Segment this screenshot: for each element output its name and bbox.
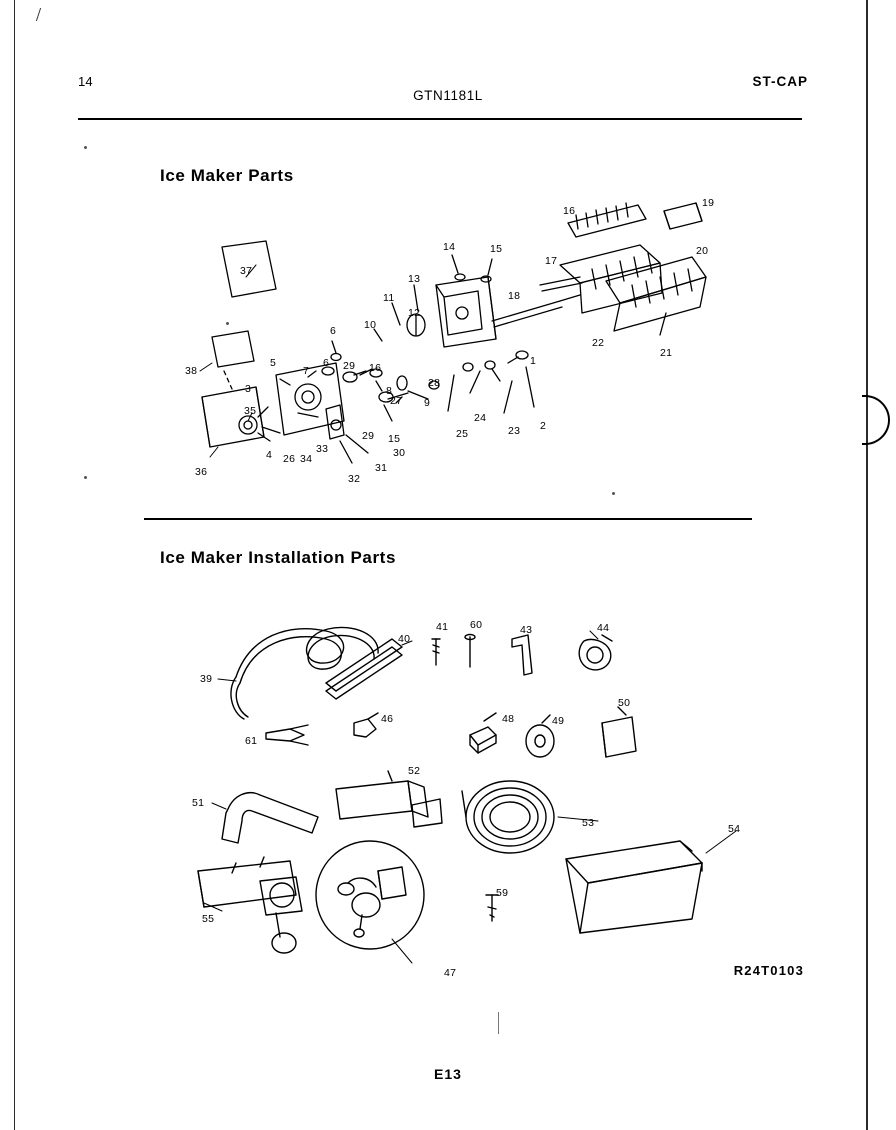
part-callout-51: 51 — [192, 797, 205, 809]
part-callout-38: 38 — [185, 365, 198, 377]
part-callout-3: 3 — [245, 383, 252, 395]
corner-fold-mark — [36, 8, 50, 22]
part-callout-16: 16 — [563, 205, 576, 217]
part-callout-16: 16 — [369, 362, 382, 374]
part-callout-14: 14 — [443, 241, 456, 253]
scan-speck — [84, 146, 87, 149]
part-callout-9: 9 — [424, 397, 431, 409]
part-callout-6: 6 — [330, 325, 337, 337]
part-callout-44: 44 — [597, 622, 610, 634]
part-callout-2: 2 — [540, 420, 547, 432]
part-callout-12: 12 — [408, 307, 421, 319]
part-callout-41: 41 — [436, 621, 449, 633]
part-callout-43: 43 — [520, 624, 533, 636]
page-edge-right — [866, 0, 868, 1130]
part-callout-37: 37 — [240, 265, 253, 277]
figure-ice-maker-parts — [140, 185, 780, 495]
part-callout-25: 25 — [456, 428, 469, 440]
section-title-ice-maker-parts: Ice Maker Parts — [160, 166, 294, 185]
part-callout-22: 22 — [592, 337, 605, 349]
part-callout-27: 27 — [390, 395, 403, 407]
part-callout-7: 7 — [303, 365, 310, 377]
part-callout-32: 32 — [348, 473, 361, 485]
part-callout-15: 15 — [388, 433, 401, 445]
part-callout-31: 31 — [375, 462, 388, 474]
part-callout-10: 10 — [364, 319, 377, 331]
figure-ice-maker-installation-parts — [140, 595, 800, 985]
part-callout-46: 46 — [381, 713, 394, 725]
part-callout-5: 5 — [270, 357, 277, 369]
part-callout-39: 39 — [200, 673, 213, 685]
part-callout-8: 8 — [386, 385, 393, 397]
part-callout-50: 50 — [618, 697, 631, 709]
model-number: GTN1181L — [413, 88, 483, 103]
page-number: 14 — [78, 74, 93, 89]
part-callout-55: 55 — [202, 913, 215, 925]
part-callout-13: 13 — [408, 273, 421, 285]
part-callout-26: 26 — [283, 453, 296, 465]
part-callout-30: 30 — [393, 447, 406, 459]
part-callout-29: 29 — [343, 360, 356, 372]
part-callout-34: 34 — [300, 453, 313, 465]
part-callout-60: 60 — [470, 619, 483, 631]
part-callout-40: 40 — [398, 633, 411, 645]
callout-layer-installation-parts — [140, 595, 800, 985]
part-callout-59: 59 — [496, 887, 509, 899]
callout-layer-ice-maker-parts — [140, 185, 780, 495]
header-divider — [78, 118, 802, 120]
section-title-ice-maker-installation-parts: Ice Maker Installation Parts — [160, 548, 396, 567]
part-callout-48: 48 — [502, 713, 515, 725]
part-callout-6: 6 — [323, 357, 330, 369]
page-right-arc-mark — [862, 395, 890, 445]
part-callout-33: 33 — [316, 443, 329, 455]
part-callout-29: 29 — [362, 430, 375, 442]
section-divider — [144, 518, 752, 520]
part-callout-1: 1 — [530, 355, 537, 367]
scan-speck — [84, 476, 87, 479]
diagram-code: R24T0103 — [733, 963, 804, 978]
part-callout-61: 61 — [245, 735, 258, 747]
part-callout-18: 18 — [508, 290, 521, 302]
part-callout-28: 28 — [428, 377, 441, 389]
page-footer-code: E13 — [434, 1066, 462, 1082]
part-callout-47: 47 — [444, 967, 457, 979]
part-callout-19: 19 — [702, 197, 715, 209]
part-callout-4: 4 — [266, 449, 273, 461]
part-callout-24: 24 — [474, 412, 487, 424]
part-callout-11: 11 — [383, 292, 395, 304]
part-callout-36: 36 — [195, 466, 208, 478]
part-callout-20: 20 — [696, 245, 709, 257]
part-callout-49: 49 — [552, 715, 565, 727]
part-callout-54: 54 — [728, 823, 741, 835]
part-callout-23: 23 — [508, 425, 521, 437]
header-right-label: ST-CAP — [752, 74, 808, 89]
scan-speck — [498, 1012, 499, 1034]
part-callout-35: 35 — [244, 405, 257, 417]
page-edge-left — [14, 0, 15, 1130]
part-callout-52: 52 — [408, 765, 421, 777]
part-callout-15: 15 — [490, 243, 503, 255]
part-callout-21: 21 — [660, 347, 673, 359]
part-callout-53: 53 — [582, 817, 595, 829]
part-callout-17: 17 — [545, 255, 558, 267]
